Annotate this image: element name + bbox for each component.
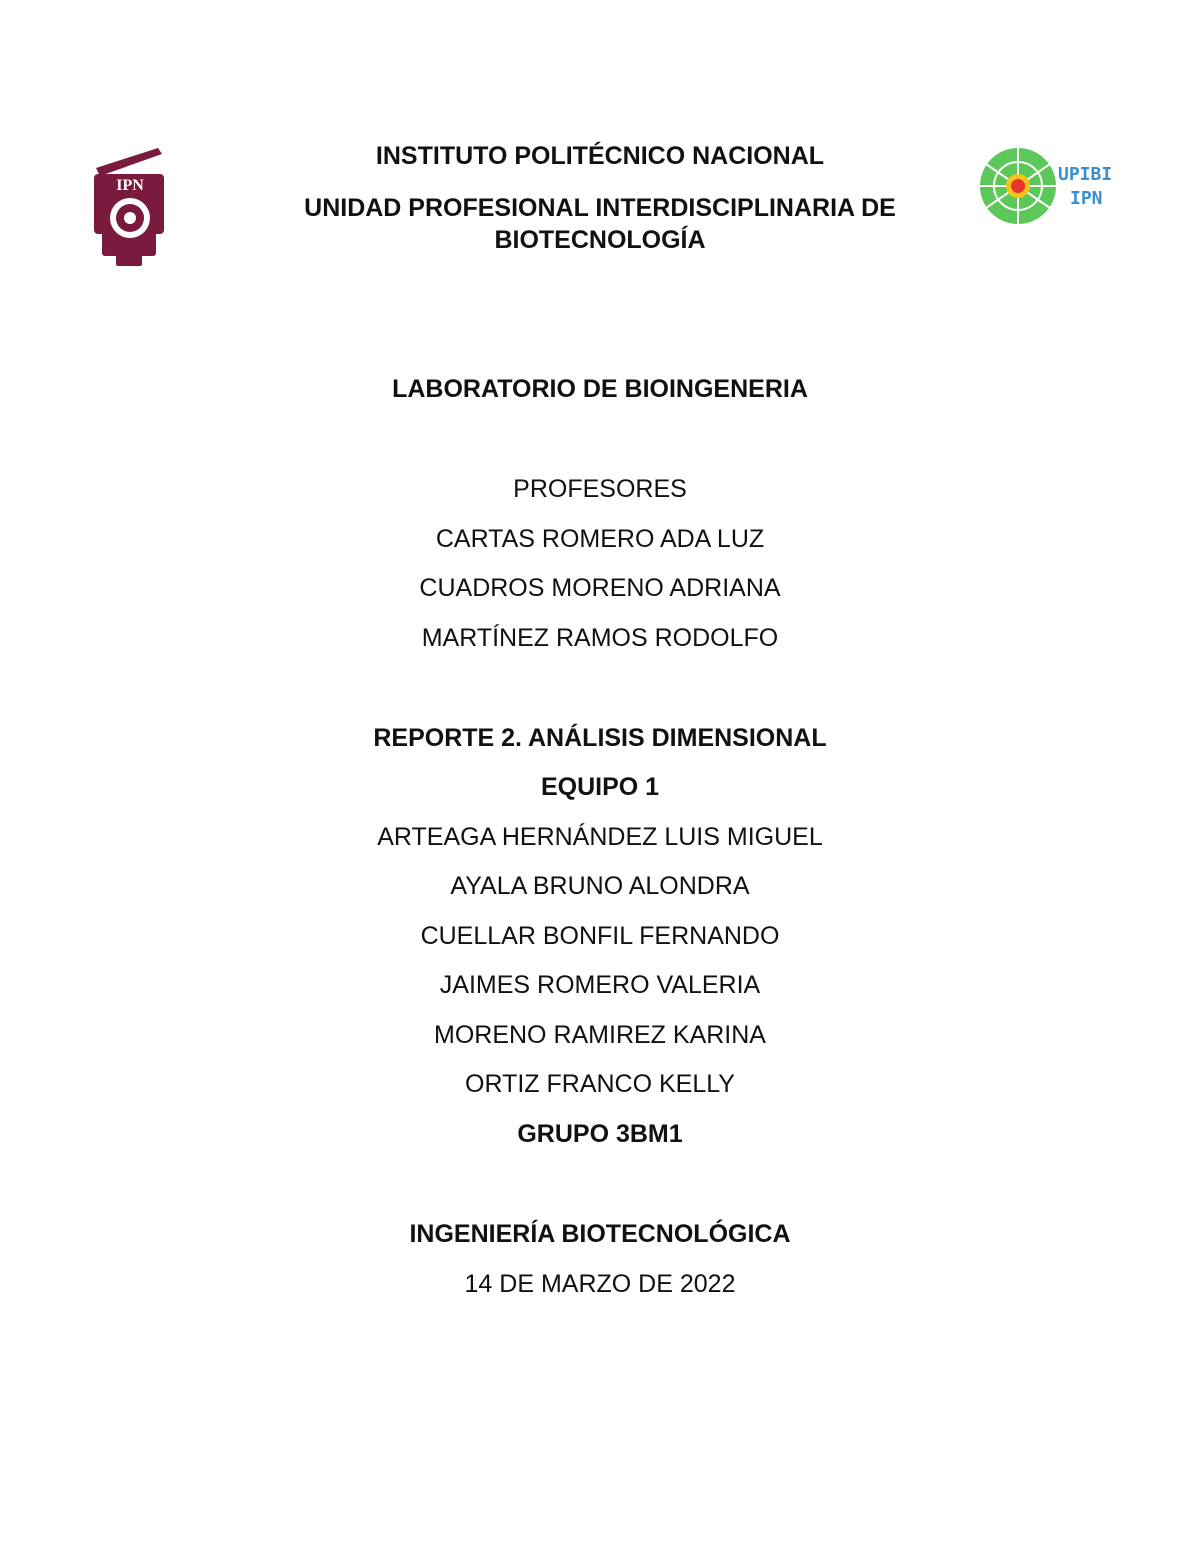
ipn-logo-text: IPN	[116, 177, 144, 194]
report-title: REPORTE 2. ANÁLISIS DIMENSIONAL	[373, 724, 827, 752]
report-date: 14 DE MARZO DE 2022	[464, 1270, 736, 1298]
team-member: AYALA BRUNO ALONDRA	[450, 872, 750, 900]
unit-name-line1: UNIDAD PROFESIONAL INTERDISCIPLINARIA DE	[304, 194, 896, 222]
professors-heading: PROFESORES	[513, 475, 687, 503]
team-member: ARTEAGA HERNÁNDEZ LUIS MIGUEL	[377, 823, 823, 851]
upibi-logo-line1: UPIBI	[1058, 164, 1113, 185]
career-name: INGENIERÍA BIOTECNOLÓGICA	[409, 1220, 791, 1248]
team-member: JAIMES ROMERO VALERIA	[439, 971, 761, 999]
professor-name: CUADROS MORENO ADRIANA	[419, 574, 781, 602]
ipn-logo-icon	[86, 146, 172, 270]
team-member: ORTIZ FRANCO KELLY	[465, 1070, 735, 1098]
lab-name: LABORATORIO DE BIOINGENERIA	[392, 375, 808, 403]
institute-name: INSTITUTO POLITÉCNICO NACIONAL	[375, 142, 825, 170]
upibi-logo-icon	[978, 146, 1118, 230]
group-label: GRUPO 3BM1	[517, 1120, 683, 1148]
team-label: EQUIPO 1	[540, 773, 660, 801]
unit-name-line2: BIOTECNOLOGÍA	[494, 226, 706, 254]
team-member: MORENO RAMIREZ KARINA	[434, 1021, 766, 1049]
professor-name: MARTÍNEZ RAMOS RODOLFO	[421, 624, 779, 652]
team-member: CUELLAR BONFIL FERNANDO	[420, 922, 780, 950]
upibi-logo-line2: IPN	[1070, 188, 1103, 209]
professor-name: CARTAS ROMERO ADA LUZ	[435, 525, 765, 553]
